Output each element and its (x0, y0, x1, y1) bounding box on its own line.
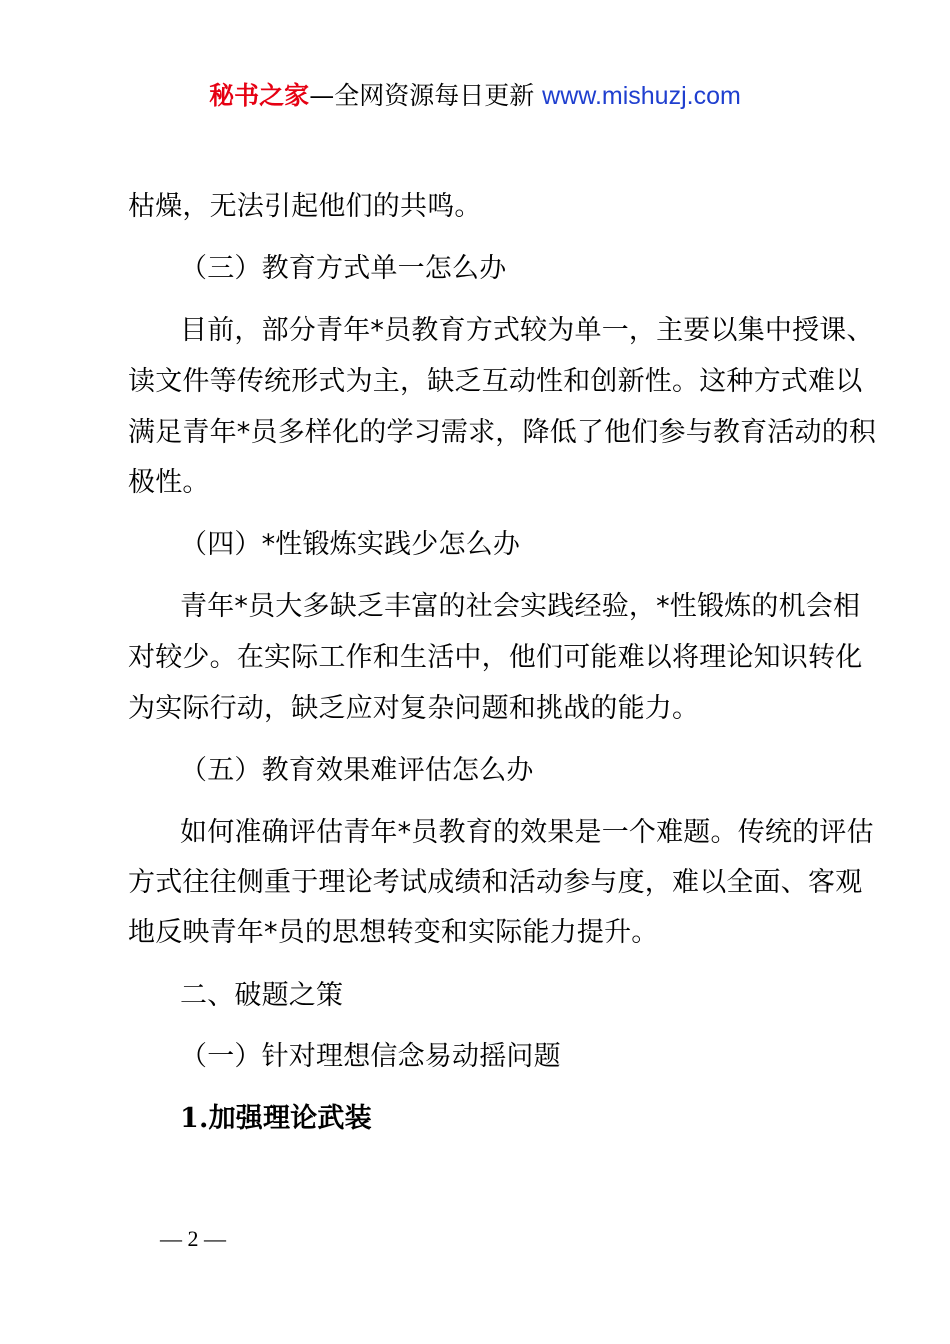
body-line: 为实际行动，缺乏应对复杂问题和挑战的能力。 (128, 693, 700, 724)
body-line: 枯燥，无法引起他们的共鸣。 (128, 191, 482, 222)
site-tagline: —全网资源每日更新 (309, 81, 535, 110)
body-line: 青年*员大多缺乏丰富的社会实践经验，*性锻炼的机会相 (180, 591, 861, 622)
body-line: 读文件等传统形式为主，缺乏互动性和创新性。这种方式难以 (128, 366, 863, 397)
body-line: 目前，部分青年*员教育方式较为单一，主要以集中授课、 (180, 315, 874, 346)
page-number: — 2 — (160, 1226, 226, 1251)
subheading: （一）针对理想信念易动摇问题 (180, 1041, 561, 1072)
body-line: 地反映青年*员的思想转变和实际能力提升。 (128, 917, 659, 948)
bold-subheading: 1.加强理论武装 (180, 1103, 372, 1134)
site-url-link[interactable]: www.mishuzj.com (542, 82, 741, 110)
section-heading: 二、破题之策 (180, 980, 344, 1011)
site-brand: 秘书之家 (209, 81, 310, 110)
body-line: 满足青年*员多样化的学习需求，降低了他们参与教育活动的积 (128, 417, 877, 448)
subheading: （四）*性锻炼实践少怎么办 (180, 529, 521, 560)
body-line: 极性。 (128, 467, 210, 498)
body-line: 方式往往侧重于理论考试成绩和活动参与度，难以全面、客观 (128, 867, 863, 898)
site-banner (0, 80, 950, 112)
subheading: （三）教育方式单一怎么办 (180, 253, 507, 284)
subheading: （五）教育效果难评估怎么办 (180, 755, 534, 786)
body-line: 对较少。在实际工作和生活中，他们可能难以将理论知识转化 (128, 642, 863, 673)
body-line: 如何准确评估青年*员教育的效果是一个难题。传统的评估 (180, 817, 874, 848)
